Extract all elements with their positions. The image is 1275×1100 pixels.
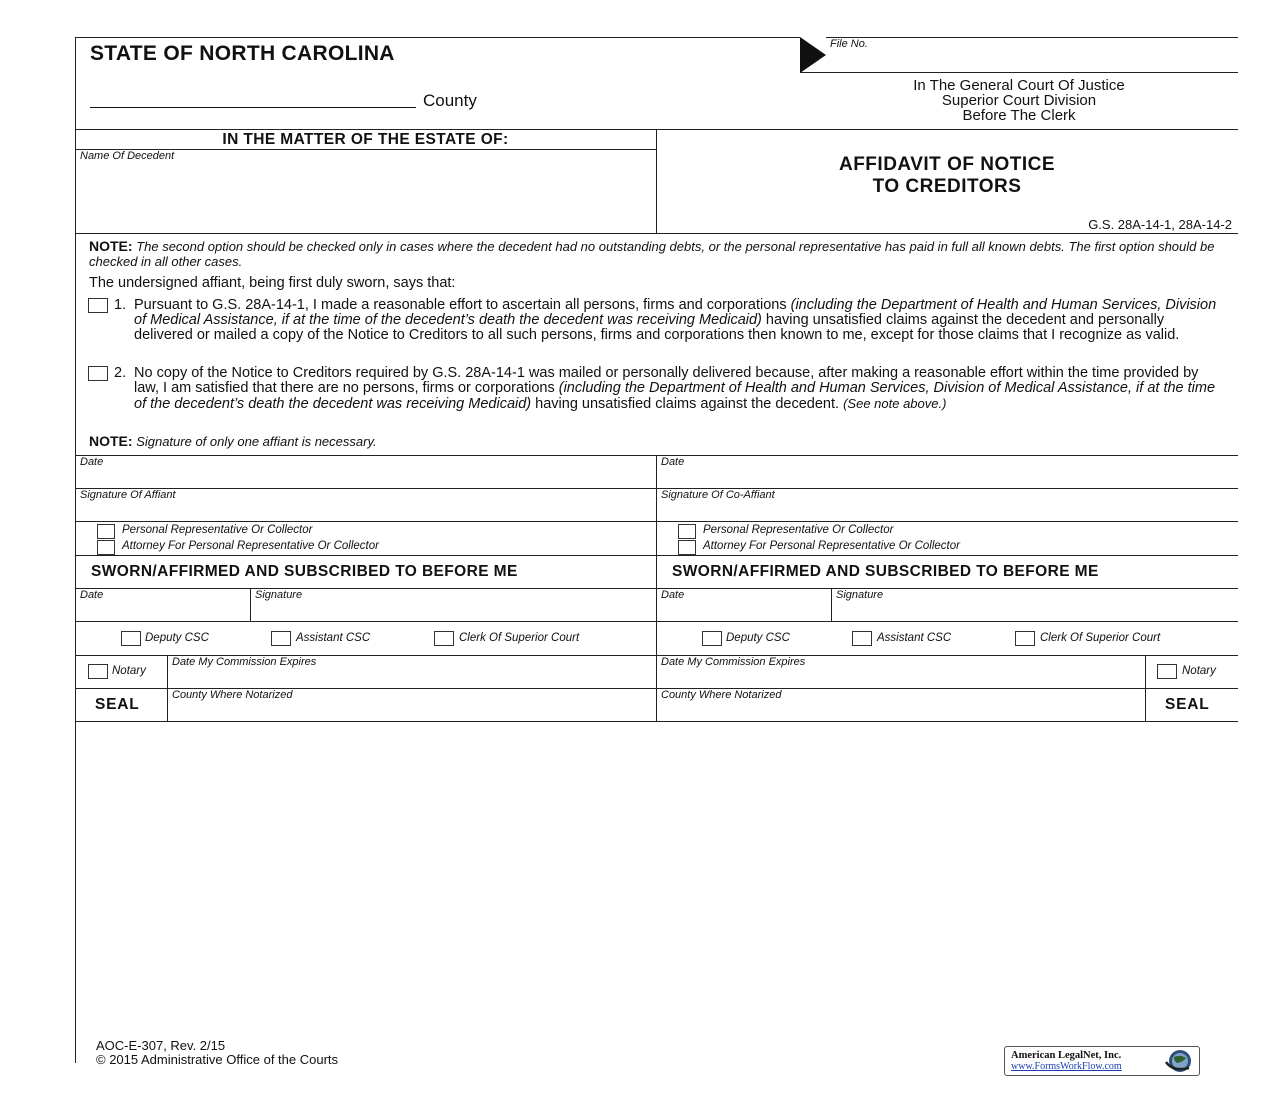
jurat-right-county-field[interactable] [657,702,1144,720]
coaffiant-role1-checkbox[interactable] [678,524,696,539]
form-title-line-1: AFFIDAVIT OF NOTICE [838,154,1056,175]
jurat-right-notary-checkbox[interactable] [1157,664,1177,679]
jurat-right-county-label: County Where Notarized [661,689,782,701]
jurat-right-seal: SEAL [1165,696,1210,713]
affiant-date-field[interactable] [76,469,655,487]
form-top-border-left [75,37,800,38]
vendor-globe-icon [1163,1048,1195,1074]
option-1-text-a: Pursuant to G.S. 28A-14-1, I made a reasonable effort to ascertain all persons, firms and corporations [134,297,787,313]
decedent-name-label: Name Of Decedent [80,150,175,162]
option-1-checkbox[interactable] [88,298,108,313]
jurat-left-county-label: County Where Notarized [172,689,293,701]
court-line-3: Before The Clerk [962,107,1076,124]
court-line-2: Superior Court Division [941,92,1097,109]
option-1-text-italic: (including the Department of Health and Human Services, Division of Medical Assistance, if at the time of the decedent’s death the decedent was receiving Medicaid) [134,297,1217,329]
court-line-1: In The General Court Of Justice [913,77,1125,94]
jurat-right-clerk-label: Clerk Of Superior Court [1040,632,1161,644]
jurat-left-clerk-checkbox[interactable] [434,631,454,646]
jurat-left-deputy-label: Deputy CSC [145,632,209,644]
jurat-right-date-label: Date [661,589,685,601]
jurat-left-signature-label: Signature [255,589,303,601]
option-2-text-a: No copy of the Notice to Creditors required by G.S. 28A-14-1 was mailed or personally delivered because, after making a reasonable effort within the time provided by law, I am satisfied that there are no persons, firms or corporations [134,365,1199,397]
note-2-label: NOTE: [89,433,133,449]
jurat-left-clerk-label: Clerk Of Superior Court [459,632,580,644]
option-1-text [134,298,1224,344]
form-title-line-2: TO CREDITORS [872,176,1022,197]
jurat-right-notary-label: Notary [1182,665,1216,677]
note-1 [89,239,1224,269]
option-2-checkbox[interactable] [88,366,108,381]
notary-right-divider [1145,655,1146,721]
jurat-left-heading: SWORN/AFFIRMED AND SUBSCRIBED TO BEFORE ME [91,563,518,580]
intro-text: The undersigned affiant, being first duly sworn, says that: [89,275,456,291]
copyright: © 2015 Administrative Office of the Courts [96,1052,339,1067]
form-number: AOC-E-307, Rev. 2/15 [96,1038,226,1053]
jurat-right-assistant-checkbox[interactable] [852,631,872,646]
jurat-right-signature-label: Signature [836,589,884,601]
jurat-left-notary-label: Notary [112,665,146,677]
note-1-label: NOTE: [89,238,133,254]
vendor-url[interactable]: www.FormsWorkFlow.com [1011,1061,1122,1072]
option-2-text-italic: (including the Department of Health and Human Services, Division of Medical Assistance, if at the time of the decedent’s death the decedent was receiving Medicaid) [134,380,1216,413]
county-input-line[interactable] [90,107,416,108]
jurat-right-heading: SWORN/AFFIRMED AND SUBSCRIBED TO BEFORE ME [672,563,1099,580]
affiant-date-label: Date [80,456,104,468]
jurat-right-clerk-checkbox[interactable] [1015,631,1035,646]
affiant-role2-label: Attorney For Personal Representative Or Collector [122,540,379,552]
option-2-text-b: having unsatisfied claims against the decedent. [535,396,840,413]
jurat-right-deputy-label: Deputy CSC [726,632,790,644]
file-no-field[interactable] [826,38,1238,72]
file-no-underline [800,72,1238,73]
jurat-left-county-field[interactable] [168,702,655,720]
option-1-text-b: having unsatisfied claims against the decedent and personally delivered or mailed a copy of the Notice to Creditors to all such persons, firms and corporations then known to me, except for those claims that I recognize as valid. [134,312,1180,344]
affiant-role1-checkbox[interactable] [97,524,115,539]
decedent-name-field[interactable] [76,164,655,232]
statute-reference: G.S. 28A-14-1, 28A-14-2 [1088,217,1232,232]
jurat-right-commission-label: Date My Commission Expires [661,656,806,668]
option-2-text [134,366,1224,413]
jurat-left-deputy-checkbox[interactable] [121,631,141,646]
option-1-number: 1. [114,297,127,313]
coaffiant-date-field[interactable] [657,469,1237,487]
affiant-role2-checkbox[interactable] [97,540,115,555]
vendor-badge[interactable] [1004,1046,1200,1076]
coaffiant-role2-checkbox[interactable] [678,540,696,555]
coaffiant-signature-field[interactable] [657,502,1237,520]
jurat-left-date-field[interactable] [76,602,249,620]
jurat-left-notary-checkbox[interactable] [88,664,108,679]
vendor-name: American LegalNet, Inc. [1011,1050,1122,1061]
file-no-label: File No. [830,38,868,50]
jurat-right-signature-field[interactable] [832,602,1237,620]
jurat-right-deputy-checkbox[interactable] [702,631,722,646]
option-2-number: 2. [114,365,127,381]
jurat-right-commission-field[interactable] [657,669,1144,687]
coaffiant-date-label: Date [661,456,685,468]
note-2 [89,434,377,449]
estate-heading: IN THE MATTER OF THE ESTATE OF: [222,131,509,148]
coaffiant-role1-label: Personal Representative Or Collector [703,524,894,536]
jurat-left-signature-field[interactable] [251,602,655,620]
jurat-right-assistant-label: Assistant CSC [877,632,952,644]
body-top-line [75,233,1238,234]
jurat-left-assistant-checkbox[interactable] [271,631,291,646]
county-label: County [423,91,477,110]
jurat-left-date-label: Date [80,589,104,601]
jurat-left-assistant-label: Assistant CSC [296,632,371,644]
affiant-role1-label: Personal Representative Or Collector [122,524,313,536]
file-arrow-icon [800,37,828,73]
affiant-signature-field[interactable] [76,502,655,520]
affiant-signature-label: Signature Of Affiant [80,489,176,501]
jurat-right-date-field[interactable] [657,602,830,620]
form-title [656,154,1238,198]
jurat-left-commission-field[interactable] [168,669,655,687]
coaffiant-signature-label: Signature Of Co-Affiant [661,489,775,501]
jurat-left-seal: SEAL [95,696,140,713]
court-name [800,78,1238,123]
note-1-text: The second option should be checked only in cases where the decedent had no outstanding debts, or the personal representative has paid in full all known debts. The first option should be checked in all other cases. [89,239,1215,270]
sig-line-721 [75,721,1238,722]
note-2-text: Signature of only one affiant is necessary. [136,434,377,449]
state-heading: STATE OF NORTH CAROLINA [90,42,395,65]
option-2-text-note: (See note above.) [843,396,947,412]
coaffiant-role2-label: Attorney For Personal Representative Or Collector [703,540,960,552]
jurat-left-commission-label: Date My Commission Expires [172,656,317,668]
